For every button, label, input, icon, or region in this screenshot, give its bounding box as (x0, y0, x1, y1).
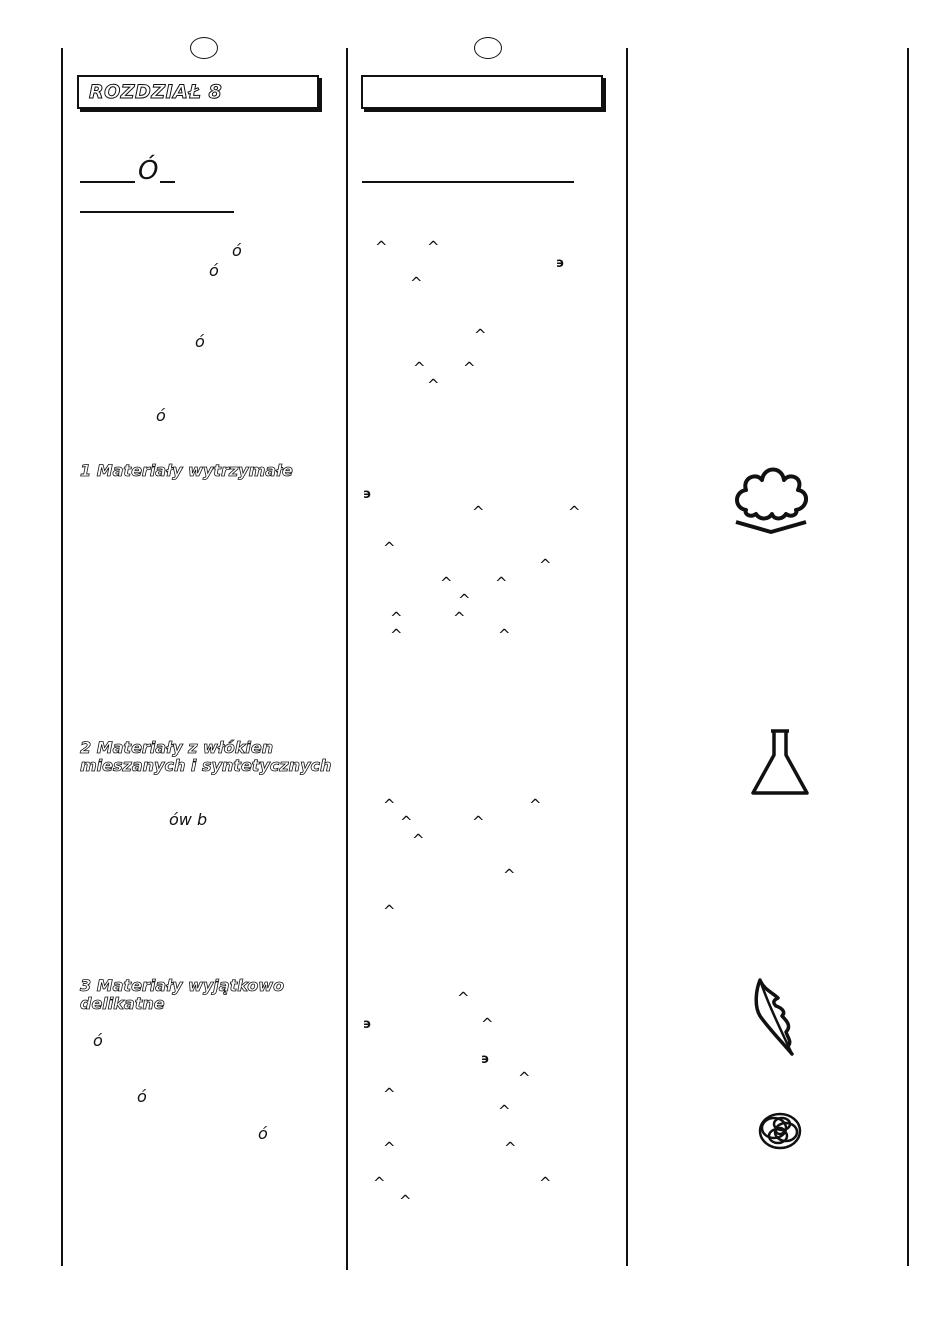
column-divider-2 (346, 48, 348, 1270)
chapter-heading-box-left (77, 75, 319, 109)
column-divider-1 (61, 48, 63, 1266)
text-fragment: ó (156, 406, 166, 425)
caret-mark: ^ (383, 539, 396, 557)
caret-mark: ^ (472, 813, 485, 831)
caret-mark: ^ (427, 376, 440, 394)
caret-mark: ^ (427, 238, 440, 256)
caret-mark: ^ (504, 1139, 517, 1157)
caret-mark: ^ (399, 1192, 412, 1210)
section-title-1: 1 Materiały wytrzymałe (80, 461, 293, 480)
glyph-mark: ϶ (481, 1052, 490, 1067)
caret-mark: ^ (539, 1174, 552, 1192)
caret-mark: ^ (383, 1085, 396, 1103)
caret-mark: ^ (458, 591, 471, 609)
caret-mark: ^ (503, 866, 516, 884)
caret-mark: ^ (474, 326, 487, 344)
title-rule-tail (160, 181, 175, 183)
wool-ball-icon (756, 1110, 804, 1152)
delicate-feather-icon (752, 976, 798, 1058)
caret-mark: ^ (383, 1139, 396, 1157)
caret-mark: ^ (410, 274, 423, 292)
caret-mark: ^ (498, 626, 511, 644)
caret-mark: ^ (518, 1069, 531, 1087)
text-fragment: ó (93, 1031, 103, 1050)
cotton-icon (732, 462, 810, 534)
caret-mark: ^ (529, 796, 542, 814)
text-fragment: ó (209, 261, 219, 280)
caret-mark: ^ (413, 359, 426, 377)
glyph-mark: ϶ (556, 256, 565, 271)
caret-mark: ^ (457, 989, 470, 1007)
caret-mark: ^ (375, 238, 388, 256)
column-divider-4 (907, 48, 909, 1266)
caret-mark: ^ (472, 503, 485, 521)
middle-title-rule (362, 181, 574, 183)
column-divider-3 (626, 48, 628, 1266)
synthetic-flask-icon (750, 727, 810, 797)
chapter-heading-box-middle (361, 75, 603, 109)
caret-mark: ^ (539, 556, 552, 574)
language-badge-middle (474, 37, 502, 59)
caret-mark: ^ (383, 796, 396, 814)
title-fragment: Ó (138, 156, 159, 186)
text-fragment: ó (137, 1087, 147, 1106)
glyph-mark: ϶ (363, 487, 372, 502)
caret-mark: ^ (390, 626, 403, 644)
caret-mark: ^ (495, 574, 508, 592)
caret-mark: ^ (373, 1174, 386, 1192)
chapter-heading: ROZDZIAŁ 8 (89, 81, 223, 103)
language-badge-left (190, 37, 218, 59)
subtitle-rule (80, 211, 234, 213)
text-fragment: ó (232, 241, 242, 260)
caret-mark: ^ (453, 609, 466, 627)
caret-mark: ^ (400, 813, 413, 831)
section-title-3: 3 Materiały wyjątkowo delikatne (80, 976, 285, 1013)
caret-mark: ^ (440, 574, 453, 592)
title-rule-short (80, 181, 135, 183)
section-title-2: 2 Materiały z włókien mieszanych i syntetycznych (80, 738, 332, 775)
caret-mark: ^ (498, 1102, 511, 1120)
caret-mark: ^ (463, 359, 476, 377)
caret-mark: ^ (412, 831, 425, 849)
text-fragment: ów b (169, 810, 208, 829)
caret-mark: ^ (481, 1015, 494, 1033)
caret-mark: ^ (568, 503, 581, 521)
caret-mark: ^ (383, 902, 396, 920)
caret-mark: ^ (390, 609, 403, 627)
glyph-mark: ϶ (363, 1017, 372, 1032)
text-fragment: ó (258, 1124, 268, 1143)
text-fragment: ó (195, 332, 205, 351)
